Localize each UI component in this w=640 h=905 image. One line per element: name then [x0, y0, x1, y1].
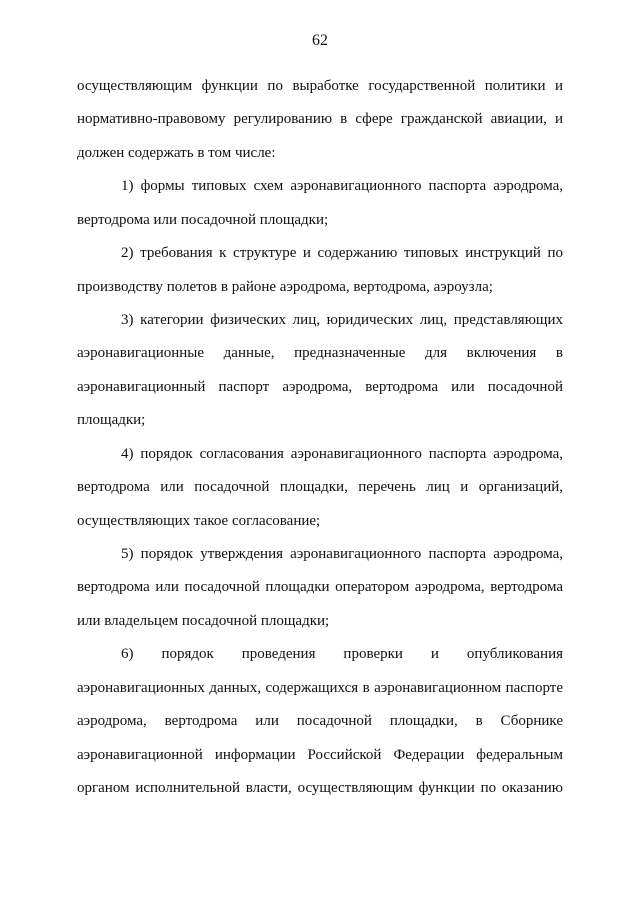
text-line: аэродрома, вертодрома или посадочной площадки, в Сборнике	[77, 713, 563, 729]
text-line: осуществляющих такое согласование;	[77, 513, 321, 529]
text-line: 4) порядок согласования аэронавигационного паспорта аэродрома,	[121, 446, 563, 462]
text-line: 6) порядок проведения проверки и опубликования	[121, 646, 563, 662]
text-line: аэронавигационный паспорт аэродрома, вертодрома или посадочной	[77, 379, 563, 395]
text-line: должен содержать в том числе:	[77, 145, 276, 161]
text-line: нормативно-правовому регулированию в сфере гражданской авиации, и	[77, 111, 563, 127]
text-line: или владельцем посадочной площадки;	[77, 613, 330, 629]
text-line: аэронавигационных данных, содержащихся в аэронавигационном паспорте	[77, 680, 563, 696]
page-number: 62	[312, 32, 328, 49]
text-line: 2) требования к структуре и содержанию типовых инструкций по	[121, 245, 563, 261]
text-line: аэронавигационные данные, предназначенные для включения в	[77, 345, 563, 361]
text-line: площадки;	[77, 412, 146, 428]
text-line: производству полетов в районе аэродрома, вертодрома, аэроузла;	[77, 279, 493, 295]
text-line: аэронавигационной информации Российской Федерации федеральным	[77, 747, 563, 763]
text-line: 3) категории физических лиц, юридических лиц, представляющих	[121, 312, 563, 328]
text-line: вертодрома или посадочной площадки, перечень лиц и организаций,	[77, 479, 563, 495]
text-line: органом исполнительной власти, осуществляющим функции по оказанию	[77, 780, 563, 796]
text-line: осуществляющим функции по выработке государственной политики и	[77, 78, 563, 94]
text-line: вертодрома или посадочной площадки;	[77, 212, 329, 228]
text-line: вертодрома или посадочной площадки оператором аэродрома, вертодрома	[77, 579, 563, 595]
text-line: 1) формы типовых схем аэронавигационного паспорта аэродрома,	[121, 178, 563, 194]
text-line: 5) порядок утверждения аэронавигационного паспорта аэродрома,	[121, 546, 563, 562]
